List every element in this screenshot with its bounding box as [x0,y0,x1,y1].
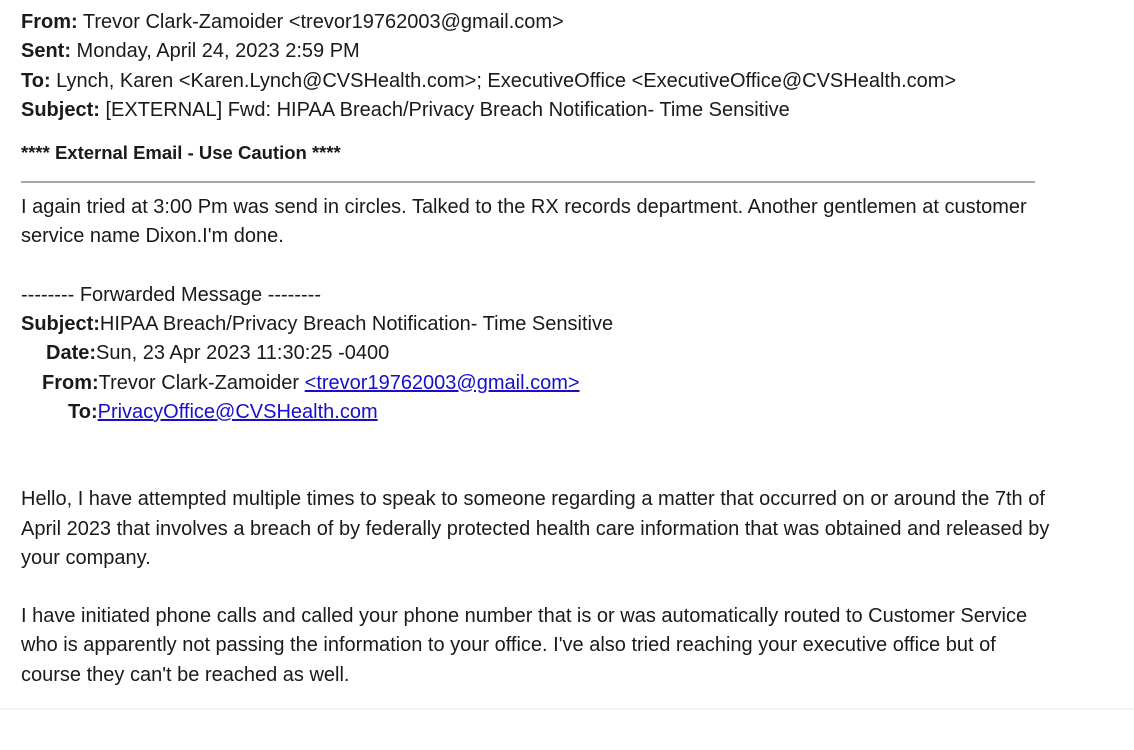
external-caution-banner: **** External Email - Use Caution **** [21,142,341,164]
header-subject-value: [EXTERNAL] Fwd: HIPAA Breach/Privacy Breach Notification- Time Sensitive [99,98,790,121]
forwarded-separator: -------- Forwarded Message -------- [21,283,321,306]
header-to-value: Lynch, Karen <Karen.Lynch@CVSHealth.com>; ExecutiveOffice <ExecutiveOffice@CVSHealth.com> [50,69,957,92]
divider-rule [21,181,1035,183]
forwarded-date [21,339,1121,368]
header-from-label: From: [21,11,78,33]
forwarded-from-email-link[interactable]: <trevor19762003@gmail.com> [304,371,580,394]
forwarded-to-email-link[interactable]: PrivacyOffice@CVSHealth.com [97,400,378,423]
forwarded-from-label: From: [42,371,99,394]
header-sent [21,37,1121,66]
forwarded-paragraph-2: I have initiated phone calls and called your phone number that is or was automatically routed to Customer Service who is apparently not passing the information to your office. I've also tried reaching your executive office but of course they can't be reached as well. [21,605,1028,686]
forwarded-subject-value: HIPAA Breach/Privacy Breach Notification- Time Sensitive [99,313,614,336]
header-sent-label: Sent: [21,40,71,63]
intro-message: I again tried at 3:00 Pm was send in circles. Talked to the RX records department. Another gentlemen at customer service name Dixon.I'm done. [21,196,1027,248]
email-document [21,8,1121,690]
forwarded-date-value: Sun, 23 Apr 2023 11:30:25 -0400 [96,342,390,365]
forwarded-from [21,369,1121,398]
forwarded-date-label: Date: [46,342,97,365]
header-to-label: To: [21,69,51,92]
page-bottom-edge [0,708,1134,710]
forwarded-from-name: Trevor Clark-Zamoider [98,371,305,394]
header-from [21,8,1121,37]
forwarded-paragraph-1: Hello, I have attempted multiple times to speak to someone regarding a matter that occurred on or around the 7th of April 2023 that involves a breach of by federally protected health care information that was obtained and released by your company. [21,488,1050,569]
header-subject-label: Subject: [21,98,100,121]
header-sent-value: Monday, April 24, 2023 2:59 PM [71,40,360,63]
header-from-value: Trevor Clark-Zamoider <trevor19762003@gmail.com> [77,11,564,33]
forwarded-to-label: To: [68,400,98,423]
forwarded-subject [21,310,1121,339]
forwarded-subject-label: Subject: [21,313,100,336]
forwarded-to [21,398,1121,427]
header-subject [21,96,1121,125]
header-to [21,67,1121,96]
